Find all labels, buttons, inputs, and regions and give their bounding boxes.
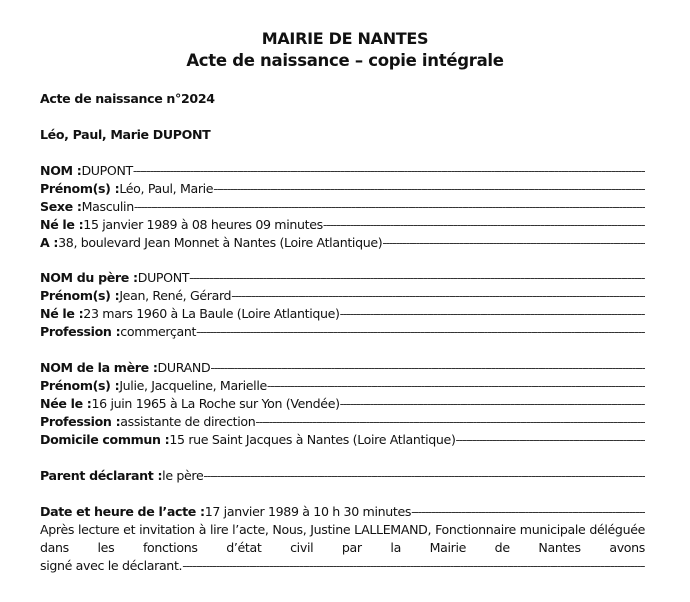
dash-filler: [182, 557, 645, 575]
dash-filler: [382, 234, 645, 252]
field-row: [40, 467, 645, 485]
field-value: assistante de direction: [120, 414, 256, 429]
field-row: [40, 431, 645, 449]
field-row: [40, 216, 645, 234]
dash-filler: [340, 305, 645, 323]
field-label: Prénom(s) :: [40, 378, 120, 393]
field-label: Date et heure de l’acte :: [40, 504, 205, 519]
closing-paragraph: [40, 521, 645, 557]
act-number: Acte de naissance n°2024: [40, 91, 215, 106]
field-value: 38, boulevard Jean Monnet à Nantes (Loire Atlantique): [58, 235, 383, 250]
closing-last-text: signé avec le déclarant.: [40, 558, 183, 573]
child-section: [40, 162, 645, 252]
field-label: Parent déclarant :: [40, 468, 163, 483]
field-row: [40, 269, 645, 287]
document-title: MAIRIE DE NANTES: [261, 29, 429, 48]
field-label: Domicile commun :: [40, 432, 170, 447]
field-row: [40, 503, 645, 521]
field-value: Masculin: [81, 199, 134, 214]
father-section: [40, 269, 645, 341]
dash-filler: [134, 198, 645, 216]
act-datetime-section: [40, 503, 645, 521]
dash-filler: [133, 162, 645, 180]
field-value: 15 rue Saint Jacques à Nantes (Loire Atlantique): [169, 432, 456, 447]
field-label: Né le :: [40, 306, 84, 321]
field-row: [40, 180, 645, 198]
field-label: Profession :: [40, 414, 121, 429]
field-label: NOM de la mère :: [40, 360, 158, 375]
field-value: Léo, Paul, Marie: [119, 181, 214, 196]
dash-filler: [267, 377, 645, 395]
dash-filler: [213, 180, 645, 198]
dash-filler: [456, 431, 645, 449]
field-value: 16 juin 1965 à La Roche sur Yon (Vendée): [91, 396, 340, 411]
dash-filler: [411, 503, 645, 521]
field-label: Né le :: [40, 217, 84, 232]
field-row: [40, 323, 645, 341]
field-value: DURAND: [157, 360, 211, 375]
field-row: [40, 413, 645, 431]
field-row: [40, 162, 645, 180]
dash-filler: [203, 467, 645, 485]
dash-filler: [189, 269, 645, 287]
closing-text: Après lecture et invitation à lire l’acte, Nous, Justine LALLEMAND, Fonctionnaire municipale déléguée dans les fonctions d’état civil par la Mairie de Nantes avons: [40, 522, 645, 555]
closing-last-line: [40, 557, 645, 575]
full-name: Léo, Paul, Marie DUPONT: [40, 127, 211, 142]
field-row: [40, 305, 645, 323]
field-row: [40, 287, 645, 305]
field-value: 17 janvier 1989 à 10 h 30 minutes: [204, 504, 412, 519]
field-label: NOM :: [40, 163, 82, 178]
field-label: Prénom(s) :: [40, 181, 120, 196]
field-label: NOM du père :: [40, 270, 138, 285]
mother-section: [40, 359, 645, 449]
dash-filler: [231, 287, 645, 305]
field-row: [40, 395, 645, 413]
declarant-section: [40, 467, 645, 485]
dash-filler: [196, 323, 645, 341]
field-value: 15 janvier 1989 à 08 heures 09 minutes: [83, 217, 323, 232]
dash-filler: [255, 413, 645, 431]
field-value: DUPONT: [137, 270, 190, 285]
field-label: Prénom(s) :: [40, 288, 120, 303]
field-row: [40, 234, 645, 252]
document-subtitle: Acte de naissance – copie intégrale: [186, 51, 504, 70]
field-row: [40, 198, 645, 216]
dash-filler: [340, 395, 645, 413]
field-label: A :: [40, 235, 59, 250]
field-label: Sexe :: [40, 199, 82, 214]
field-value: Julie, Jacqueline, Marielle: [119, 378, 267, 393]
dash-filler: [323, 216, 645, 234]
field-label: Profession :: [40, 324, 121, 339]
field-value: le père: [162, 468, 204, 483]
field-row: [40, 377, 645, 395]
field-value: DUPONT: [81, 163, 133, 178]
dash-filler: [210, 359, 645, 377]
field-value: Jean, René, Gérard: [119, 288, 232, 303]
field-label: Née le :: [40, 396, 92, 411]
field-row: [40, 359, 645, 377]
field-value: commerçant: [120, 324, 197, 339]
field-value: 23 mars 1960 à La Baule (Loire Atlantique): [83, 306, 340, 321]
